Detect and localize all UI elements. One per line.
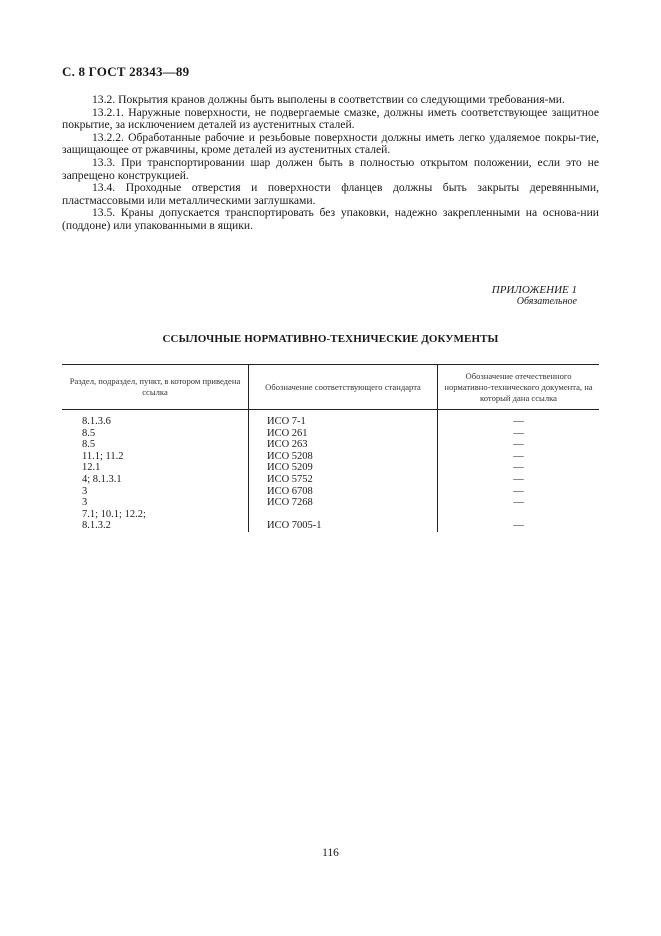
table-row xyxy=(62,486,599,498)
cell-standard: ИСО 5208 xyxy=(249,451,438,463)
cell-domestic-doc: — xyxy=(513,520,524,532)
table xyxy=(62,364,599,532)
table-row xyxy=(62,462,599,474)
page-header: С. 8 ГОСТ 28343—89 xyxy=(62,64,190,79)
paragraph: 13.2.1. Наружные поверхности, не подвергаемые смазке, должны иметь соответствующее защитное покрытие, за исключением деталей из аустенитных сталей. xyxy=(62,105,599,132)
table-row xyxy=(62,520,599,532)
column-header-domestic-doc: Обозначение отечественного нормативно-технического документа, на который дана ссылка xyxy=(438,365,600,410)
table-row xyxy=(62,410,599,428)
cell-standard: ИСО 263 xyxy=(249,439,438,451)
body-text xyxy=(62,94,599,233)
cell-standard: ИСО 5752 xyxy=(249,474,438,486)
table-row xyxy=(62,428,599,440)
cell-section: 8.1.3.6 xyxy=(62,410,249,428)
cell-standard: ИСО 7268 xyxy=(249,497,438,509)
cell-section: 8.5 xyxy=(62,428,249,440)
reference-table xyxy=(62,364,599,532)
column-header-section: Раздел, подраздел, пункт, в котором приведена ссылка xyxy=(62,365,249,410)
cell-domestic-doc: — xyxy=(513,473,524,485)
cell-section: 3 xyxy=(62,497,249,509)
cell-section: 8.1.3.2 xyxy=(62,520,249,532)
table-row xyxy=(62,474,599,486)
column-header-standard: Обозначение соответствующего стандарта xyxy=(249,365,438,410)
cell-section: 3 xyxy=(62,486,249,498)
cell-domestic-doc: — xyxy=(513,462,524,474)
cell-domestic-doc: — xyxy=(513,439,524,451)
appendix-title: ПРИЛОЖЕНИЕ 1 xyxy=(491,284,577,296)
appendix-subtitle: Обязательное xyxy=(516,296,577,307)
cell-standard: ИСО 7-1 xyxy=(249,410,438,428)
table-row xyxy=(62,439,599,451)
paragraph: 13.5. Краны допускается транспортировать без упаковки, надежно закрепленными на основа-нии (поддоне) или упакованными в ящики. xyxy=(62,206,599,232)
page-number: 116 xyxy=(322,847,339,859)
cell-standard: ИСО 6708 xyxy=(249,486,438,498)
cell-standard: ИСО 261 xyxy=(249,428,438,440)
section-title: ССЫЛОЧНЫЕ НОРМАТИВНО-ТЕХНИЧЕСКИЕ ДОКУМЕНТЫ xyxy=(162,333,499,345)
cell-section: 4; 8.1.3.1 xyxy=(62,474,249,486)
paragraph: 13.4. Проходные отверстия и поверхности фланцев должны быть закрыты деревянными, пластмассовыми или металлическими заглушками. xyxy=(62,181,599,207)
cell-domestic-doc: — xyxy=(513,416,524,427)
table-row xyxy=(62,451,599,463)
cell-section: 8.5 xyxy=(62,439,249,451)
paragraph: 13.2.2. Обработанные рабочие и резьбовые поверхности должны иметь легко удаляемое покры-тие, защищающее от ржавчины, кроме деталей из аустенитных сталей. xyxy=(62,130,599,157)
cell-standard: ИСО 5209 xyxy=(249,462,438,474)
table-row xyxy=(62,509,599,521)
cell-domestic-doc: — xyxy=(513,427,524,439)
cell-section: 11.1; 11.2 xyxy=(62,451,249,463)
cell-domestic-doc: — xyxy=(513,485,524,497)
cell-domestic-doc xyxy=(438,509,600,521)
appendix-label xyxy=(492,284,577,308)
table-body xyxy=(62,410,599,532)
cell-domestic-doc: — xyxy=(513,450,524,462)
table-row xyxy=(62,497,599,509)
table-header-row xyxy=(62,365,599,410)
paragraph: 13.3. При транспортировании шар должен быть в полностью открытом положении, если это не запрещено конструкцией. xyxy=(62,155,599,182)
cell-standard: ИСО 7005-1 xyxy=(249,520,438,532)
cell-section: 7.1; 10.1; 12.2; xyxy=(62,509,249,521)
cell-domestic-doc: — xyxy=(513,497,524,509)
paragraph: 13.2. Покрытия кранов должны быть выполены в соответствии со следующими требования-ми. xyxy=(92,93,565,106)
cell-standard xyxy=(249,509,438,521)
cell-section: 12.1 xyxy=(62,462,249,474)
